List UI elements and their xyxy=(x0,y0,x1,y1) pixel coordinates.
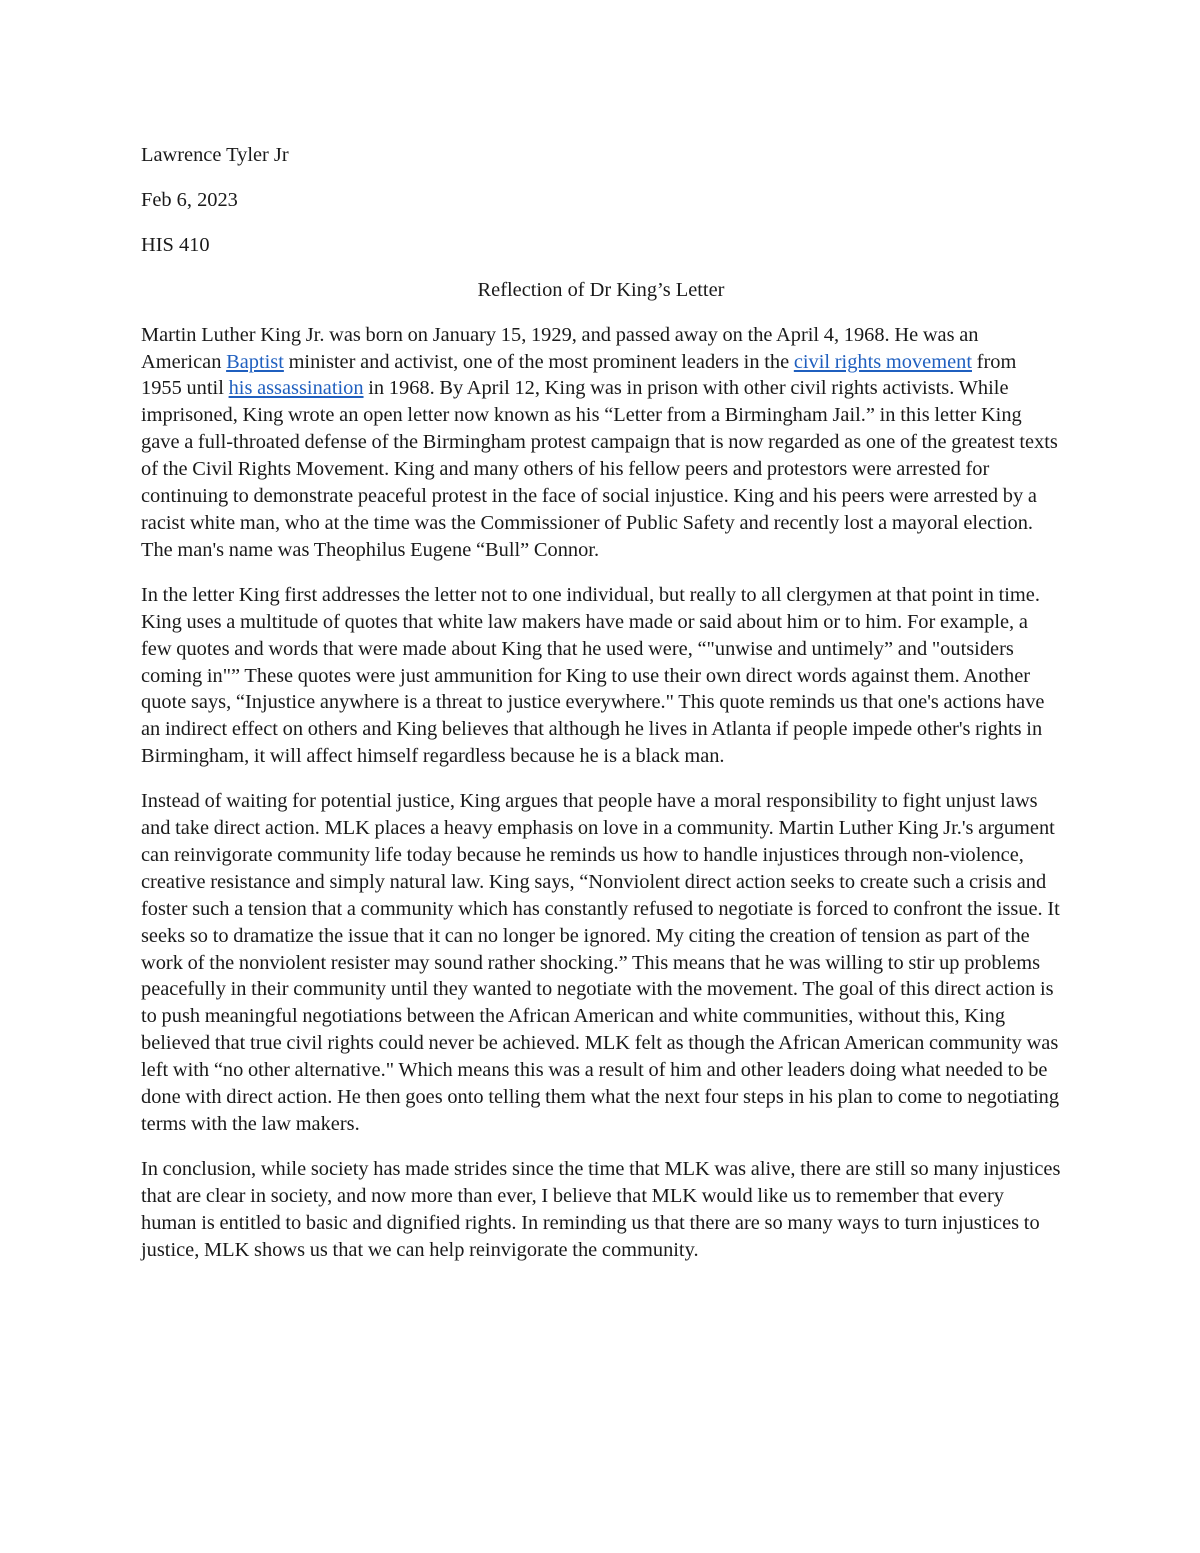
document-title: Reflection of Dr King’s Letter xyxy=(477,278,725,301)
document-page xyxy=(141,142,1061,1282)
baptist-link[interactable]: Baptist xyxy=(226,350,284,373)
paragraph-4: In conclusion, while society has made strides since the time that MLK was alive, there are still so many injustices that are clear in society, and now more than ever, I believe that MLK would like us to remember that every human is entitled to basic and dignified rights. In reminding us that there are so many ways to turn injustices to justice, MLK shows us that we can help reinvigorate the community. xyxy=(141,1157,1061,1261)
assassination-link[interactable]: his assassination xyxy=(228,377,364,400)
paragraph-3: Instead of waiting for potential justice, King argues that people have a moral responsibility to fight unjust laws and take direct action. MLK places a heavy emphasis on love in a community. Martin Luther King Jr.'s argument can reinvigorate community life today because he reminds us how to handle injustices through non-violence, creative resistance and simply natural law. King says, “Nonviolent direct action seeks to create such a crisis and foster such a tension that a community which has constantly refused to negotiate is forced to confront the issue. It seeks so to dramatize the issue that it can no longer be ignored. My citing the creation of tension as part of the work of the nonviolent resister may sound rather shocking.” This means that he was willing to stir up problems peacefully in their community until they wanted to negotiate with the movement. The goal of this direct action is to push meaningful negotiations between the African American and white communities, without this, King believed that true civil rights could never be achieved. MLK felt as though the African American community was left with “no other alternative." Which means this was a result of him and other leaders doing what needed to be done with direct action. He then goes onto telling them what the next four steps in his plan to come to negotiating terms with the law makers. xyxy=(141,790,1060,1135)
civil-rights-movement-link[interactable]: civil rights movement xyxy=(793,350,972,373)
paragraph-1-text-2: minister and activist, one of the most prominent leaders in the xyxy=(283,350,794,373)
author-name: Lawrence Tyler Jr xyxy=(141,144,289,166)
paragraph-2: In the letter King first addresses the letter not to one individual, but really to all clergymen at that point in time. King uses a multitude of quotes that white law makers have made or said about him or to him. For example, a few quotes and words that were made about King that he used were, “"unwise and untimely” and "outsiders coming in"” These quotes were just ammunition for King to use their own direct words against them. Another quote says, “Injustice anywhere is a threat to justice everywhere." This quote reminds us that one's actions have an indirect effect on others and King believes that although he lives in Atlanta if people impede other's rights in Birmingham, it will affect himself regardless because he is a black man. xyxy=(141,583,1045,768)
paragraph-1-text-3: from 1955 until xyxy=(141,350,1017,400)
document-date: Feb 6, 2023 xyxy=(141,188,238,211)
paragraph-1-text-4: in 1968. By April 12, King was in prison with other civil rights activists. While imprisoned, King wrote an open letter now known as his “Letter from a Birmingham Jail.” in this letter King gave a full-throated defense of the Birmingham protest campaign that is now regarded as one of the greatest texts of the Civil Rights Movement. King and many others of his fellow peers and protestors were arrested for continuing to demonstrate peaceful protest in the face of social injustice. King and his peers were arrested by a racist white man, who at the time was the Commissioner of Public Safety and recently lost a mayoral election. The man's name was Theophilus Eugene “Bull” Connor. xyxy=(141,377,1058,561)
paragraph-1-text-1: Martin Luther King Jr. was born on January 15, 1929, and passed away on the April 4, 1968. He was an American xyxy=(141,323,979,373)
course-code: HIS 410 xyxy=(141,233,210,256)
paragraph-1 xyxy=(141,322,1061,564)
